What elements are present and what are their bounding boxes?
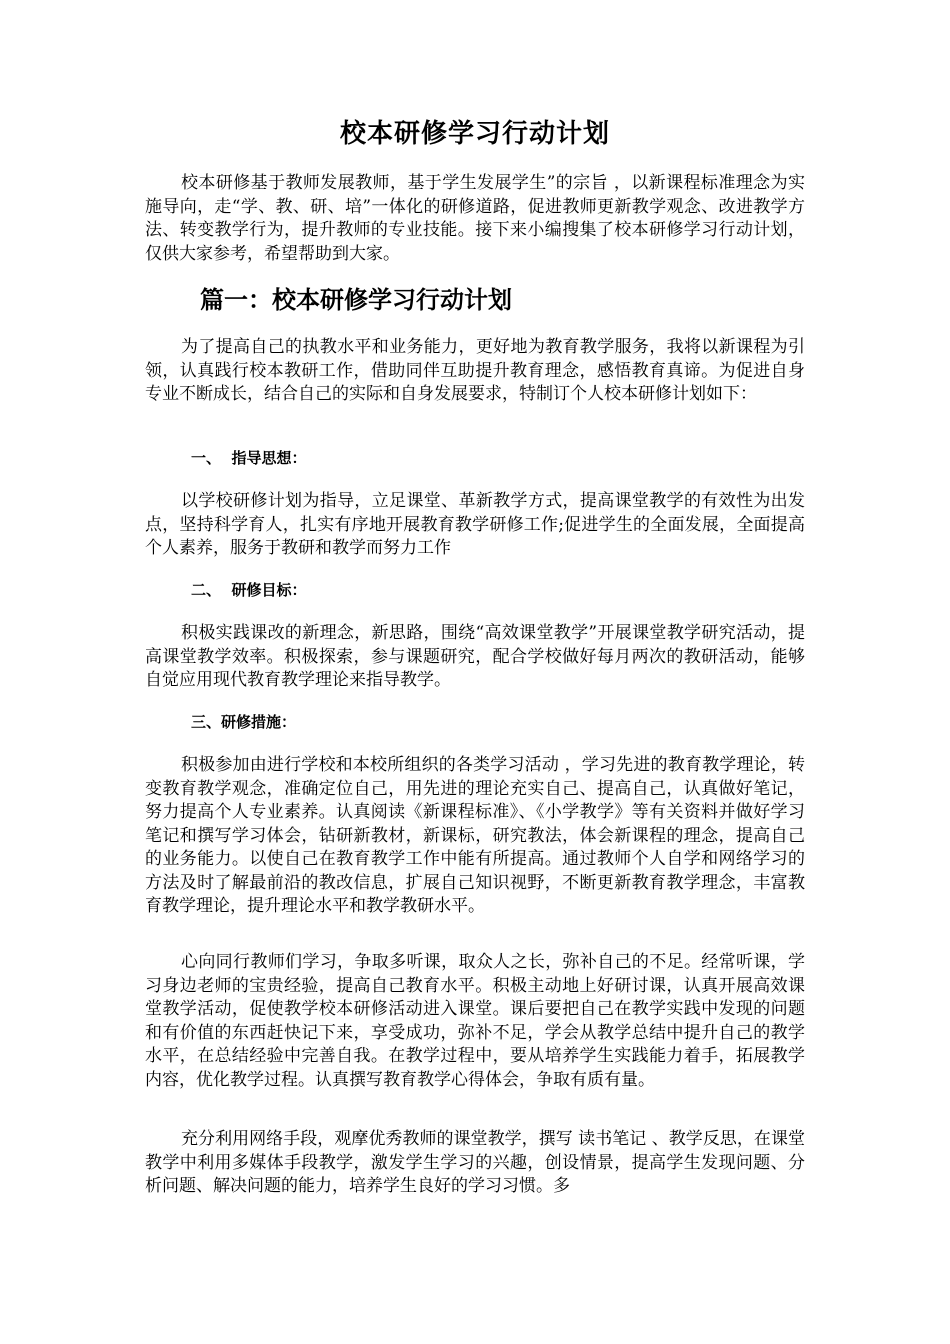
intro-paragraph: 校本研修基于教师发展教师，基于学生发展学生”的宗旨 ，以新课程标准理念为实施导向，走“学、教、研、培”一体化的研修道路，促进教师更新教学观念、改进教学方法、转变教学行为，提升教师的专业技能。接下来小编搜集了校本研修学习行动计划，仅供大家参考，希望帮助到大家。 <box>145 173 805 264</box>
section-intro-paragraph: 为了提高自己的执教水平和业务能力，更好地为教育教学服务，我将以新课程为引领，认真践行校本教研工作，借助同伴互助提升教育理念，感悟教育真谛。为促进自身专业不断成长，结合自己的实际和自身发展要求，特制订个人校本研修计划如下： <box>145 337 805 404</box>
paragraph-measures-1: 积极参加由进行学校和本校所组织的各类学习活动 ，学习先进的教育教学理论，转变教育教学观念，准确定位自己，用先进的理论充实自己、提高自己，认真做好笔记，努力提高个人专业素养。认真阅读《新课程标准》、《小学教学》等有关资料并做好学习笔记和撰写学习体会，钻研新教材，新课标，研究教法，体会新课程的理念，提高自己的业务能力。以使自己在教育教学工作中能有所提高。通过教师个人自学和网络学习的方法及时了解最前沿的教改信息，扩展自己知识视野，不断更新教育教学理念，丰富教育教学理论，提升理论水平和教学教研水平。 <box>145 755 805 916</box>
heading-measures: 三、研修措施： <box>191 713 297 731</box>
paragraph-measures-2: 心向同行教师们学习，争取多听课，取众人之长，弥补自己的不足。经常听课，学习身边老师的宝贵经验，提高自己教育水平。积极主动地上好研讨课，认真开展高效课堂教学活动，促使教学校本研修活动进入课堂。课后要把自己在教学实践中发现的问题和有价值的东西赶快记下来，享受成功，弥补不足，学会从教学总结中提升自己的教学水平，在总结经验中完善自我。在教学过程中，要从培养学生实践能力着手，拓展教学内容，优化教学过程。认真撰写教育教学心得体会，争取有质有量。 <box>145 952 805 1090</box>
paragraph-measures-3: 充分利用网络手段，观摩优秀教师的课堂教学，撰写 读书笔记 、教学反思，在课堂教学中利用多媒体手段教学，激发学生学习的兴趣，创设情景，提高学生发现问题、分析问题、解决问题的能力，培养学生良好的学习习惯。多 <box>145 1129 805 1196</box>
paragraph-goals: 积极实践课改的新理念，新思路，围绕“高效课堂教学”开展课堂教学研究活动，提高课堂教学效率。积极探索，参与课题研究，配合学校做好每月两次的教研活动，能够自觉应用现代教育教学理论来指导教学。 <box>145 623 805 690</box>
section-title: 篇一：校本研修学习行动计划 <box>200 285 512 314</box>
document-title: 校本研修学习行动计划 <box>339 119 610 149</box>
heading-goals: 二、 研修目标： <box>191 581 307 599</box>
paragraph-guiding-ideology: 以学校研修计划为指导，立足课堂、革新教学方式，提高课堂教学的有效性为出发点，坚持科学育人，扎实有序地开展教育教学研修工作;促进学生的全面发展，全面提高个人素养，服务于教研和教学而努力工作 <box>145 491 805 558</box>
heading-guiding-ideology: 一、 指导思想： <box>191 449 307 467</box>
